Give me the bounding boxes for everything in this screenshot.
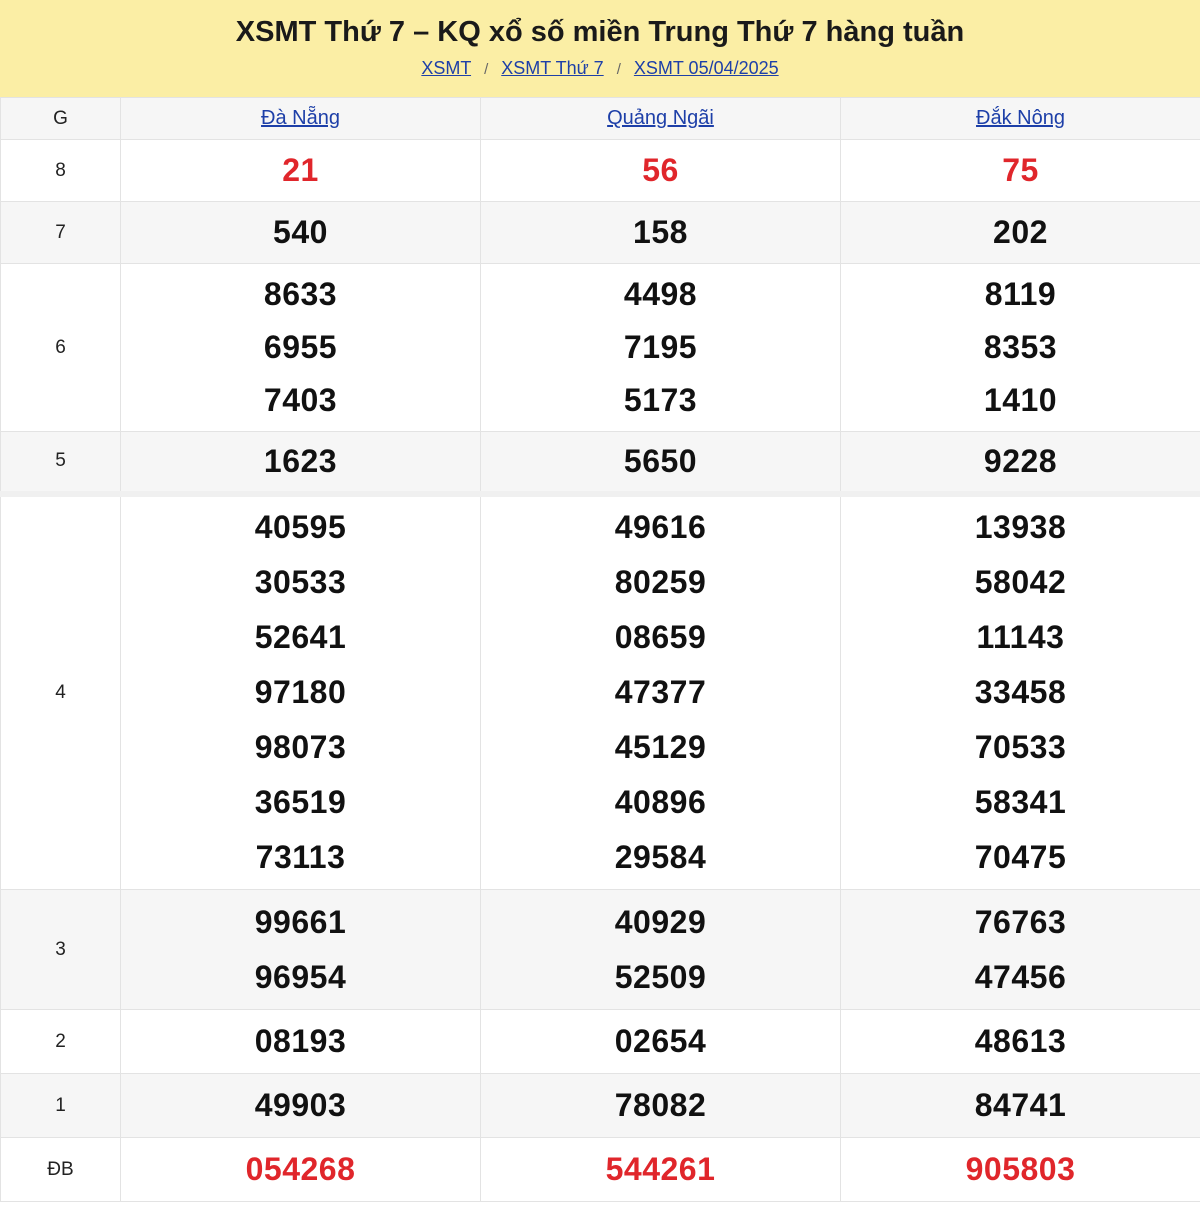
breadcrumb-separator: / — [616, 61, 621, 78]
result-number: 48613 — [974, 1023, 1067, 1059]
prize-label: 2 — [1, 1010, 121, 1074]
result-cell — [481, 264, 841, 432]
result-number: 97180 — [254, 674, 347, 711]
result-number: 78082 — [614, 1087, 707, 1123]
breadcrumb-link-xsmt-thu-7[interactable]: XSMT Thứ 7 — [501, 58, 604, 78]
prize-label: 8 — [1, 140, 121, 202]
province-link-dak-nong[interactable]: Đắk Nông — [976, 107, 1065, 129]
result-number: 40929 — [614, 903, 707, 940]
result-number: 96954 — [254, 958, 347, 995]
result-number: 7195 — [623, 329, 698, 365]
result-number: 52641 — [254, 619, 347, 656]
province-header — [481, 98, 841, 140]
result-cell — [121, 494, 481, 890]
result-number: 49903 — [254, 1087, 347, 1123]
result-cell — [481, 140, 841, 202]
prize-label: 3 — [1, 890, 121, 1010]
result-number: 47456 — [974, 958, 1067, 995]
prize-label: 1 — [1, 1074, 121, 1138]
breadcrumb-link-xsmt-date[interactable]: XSMT 05/04/2025 — [633, 58, 779, 78]
result-number: 29584 — [614, 839, 707, 876]
table-row — [1, 890, 1200, 1010]
result-cell — [121, 140, 481, 202]
result-number: 33458 — [974, 674, 1067, 711]
result-number: 56 — [642, 152, 679, 188]
result-number: 11143 — [976, 619, 1065, 656]
result-number: 4498 — [623, 276, 698, 312]
province-link-da-nang[interactable]: Đà Nẵng — [261, 107, 340, 129]
result-number: 5650 — [623, 442, 698, 479]
result-number: 08193 — [254, 1023, 347, 1059]
result-number: 13938 — [974, 509, 1067, 546]
result-number: 158 — [633, 214, 688, 250]
province-header — [121, 98, 481, 140]
result-number: 054268 — [245, 1151, 356, 1187]
result-number: 40896 — [614, 784, 707, 821]
result-cell — [121, 202, 481, 264]
province-header — [841, 98, 1200, 140]
prize-label: 5 — [1, 432, 121, 494]
table-row — [1, 494, 1200, 890]
result-number: 73113 — [255, 839, 346, 876]
prize-label: 6 — [1, 264, 121, 432]
result-number: 8633 — [263, 276, 338, 312]
result-number: 02654 — [614, 1023, 707, 1059]
result-cell — [481, 494, 841, 890]
result-number: 47377 — [614, 674, 707, 711]
result-number: 75 — [1002, 152, 1039, 188]
result-number: 80259 — [614, 564, 707, 601]
result-cell — [121, 1138, 481, 1202]
result-cell — [481, 1138, 841, 1202]
result-number: 905803 — [965, 1151, 1076, 1187]
result-number: 21 — [282, 152, 319, 188]
breadcrumb — [0, 57, 1200, 81]
table-row — [1, 1074, 1200, 1138]
result-number: 70475 — [974, 839, 1067, 876]
page-header — [0, 0, 1200, 97]
result-number: 84741 — [974, 1087, 1067, 1123]
table-row — [1, 140, 1200, 202]
result-cell — [121, 1010, 481, 1074]
table-row — [1, 432, 1200, 494]
result-number: 58341 — [974, 784, 1067, 821]
table-row — [1, 1138, 1200, 1202]
result-number: 70533 — [974, 729, 1067, 766]
result-cell — [121, 890, 481, 1010]
result-number: 544261 — [605, 1151, 716, 1187]
result-number: 202 — [993, 214, 1048, 250]
results-table — [0, 97, 1200, 1202]
result-cell — [841, 264, 1200, 432]
result-cell — [841, 140, 1200, 202]
result-number: 36519 — [254, 784, 347, 821]
prize-label: 4 — [1, 494, 121, 890]
breadcrumb-separator: / — [484, 61, 489, 78]
result-number: 5173 — [623, 382, 698, 418]
table-row — [1, 1010, 1200, 1074]
result-cell — [481, 432, 841, 494]
result-number: 540 — [273, 214, 328, 250]
result-number: 9228 — [983, 442, 1058, 479]
result-cell — [481, 890, 841, 1010]
result-cell — [121, 264, 481, 432]
result-cell — [121, 432, 481, 494]
result-cell — [841, 1074, 1200, 1138]
result-number: 52509 — [614, 958, 707, 995]
province-link-quang-ngai[interactable]: Quảng Ngãi — [607, 107, 714, 129]
result-cell — [841, 1010, 1200, 1074]
result-cell — [841, 494, 1200, 890]
result-number: 76763 — [974, 903, 1067, 940]
result-number: 08659 — [614, 619, 707, 656]
result-cell — [841, 202, 1200, 264]
result-number: 7403 — [263, 382, 338, 418]
result-number: 99661 — [254, 903, 347, 940]
breadcrumb-link-xsmt[interactable]: XSMT — [421, 58, 472, 78]
table-row — [1, 264, 1200, 432]
prize-column-header: G — [1, 98, 121, 140]
prize-label: ĐB — [1, 1138, 121, 1202]
result-number: 8119 — [984, 276, 1057, 312]
page-title: XSMT Thứ 7 – KQ xổ số miền Trung Thứ 7 hàng tuần — [235, 16, 965, 48]
result-number: 30533 — [254, 564, 347, 601]
result-number: 1410 — [983, 382, 1058, 418]
result-number: 8353 — [983, 329, 1058, 365]
result-number: 49616 — [614, 509, 707, 546]
result-cell — [841, 432, 1200, 494]
result-cell — [481, 1010, 841, 1074]
result-cell — [841, 890, 1200, 1010]
result-cell — [841, 1138, 1200, 1202]
result-number: 58042 — [974, 564, 1067, 601]
result-cell — [481, 1074, 841, 1138]
result-number: 6955 — [263, 329, 338, 365]
result-number: 45129 — [614, 729, 707, 766]
prize-label: 7 — [1, 202, 121, 264]
result-number: 40595 — [254, 509, 347, 546]
result-cell — [481, 202, 841, 264]
table-header-row — [1, 98, 1200, 140]
result-number: 98073 — [254, 729, 347, 766]
result-cell — [121, 1074, 481, 1138]
result-number: 1623 — [263, 442, 338, 479]
table-row — [1, 202, 1200, 264]
